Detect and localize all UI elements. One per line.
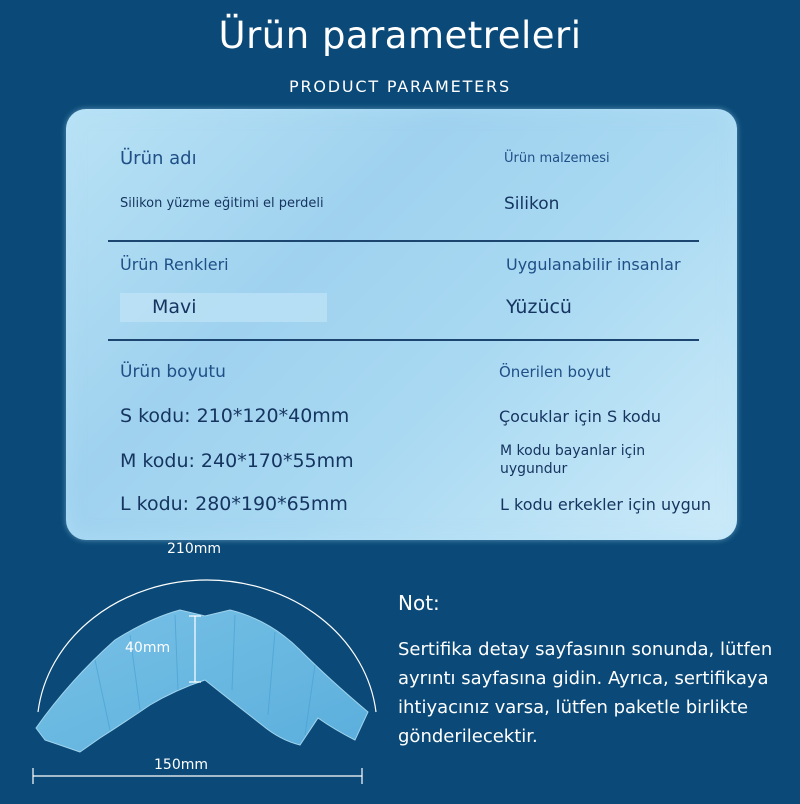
note-title: Not: [398,591,440,615]
applicable-people-value: Yüzücü [506,296,572,318]
size-s: S kodu: 210*120*40mm [120,405,350,427]
size-label: Ürün boyutu [120,362,226,382]
height-dimension-label: 40mm [125,640,171,656]
product-name-value: Silikon yüzme eğitimi el perdeli [120,196,324,211]
recommended-s: Çocuklar için S kodu [499,407,662,426]
row-divider [108,240,699,242]
recommended-m-line1: M kodu bayanlar için [500,443,646,459]
recommended-m-line2: uygundur [500,461,568,477]
page-title: Ürün parametreleri [218,14,582,57]
material-label: Ürün malzemesi [504,151,610,166]
parameters-card [66,109,737,540]
product-diagram [0,540,400,800]
colors-label: Ürün Renkleri [120,255,229,274]
material-value: Silikon [504,194,560,214]
applicable-people-label: Uygulanabilir insanlar [506,255,681,274]
top-dimension-label: 210mm [167,541,221,557]
note-text: Sertifika detay sayfasının sonunda, lütfen ayrıntı sayfasına gidin. Ayrıca, sertifikaya ihtiyacınız varsa, lütfen paketle birlikte gönderilecektir. [398,639,773,747]
recommended-l: L kodu erkekler için uygun [500,495,712,514]
page-subtitle: PRODUCT PARAMETERS [289,77,511,96]
colors-value: Mavi [152,296,197,318]
row-divider [108,339,699,341]
size-l: L kodu: 280*190*65mm [120,493,348,515]
size-m: M kodu: 240*170*55mm [120,450,354,472]
bottom-dimension-label: 150mm [154,757,208,773]
recommended-size-label: Önerilen boyut [499,363,611,381]
product-name-label: Ürün adı [120,148,197,169]
